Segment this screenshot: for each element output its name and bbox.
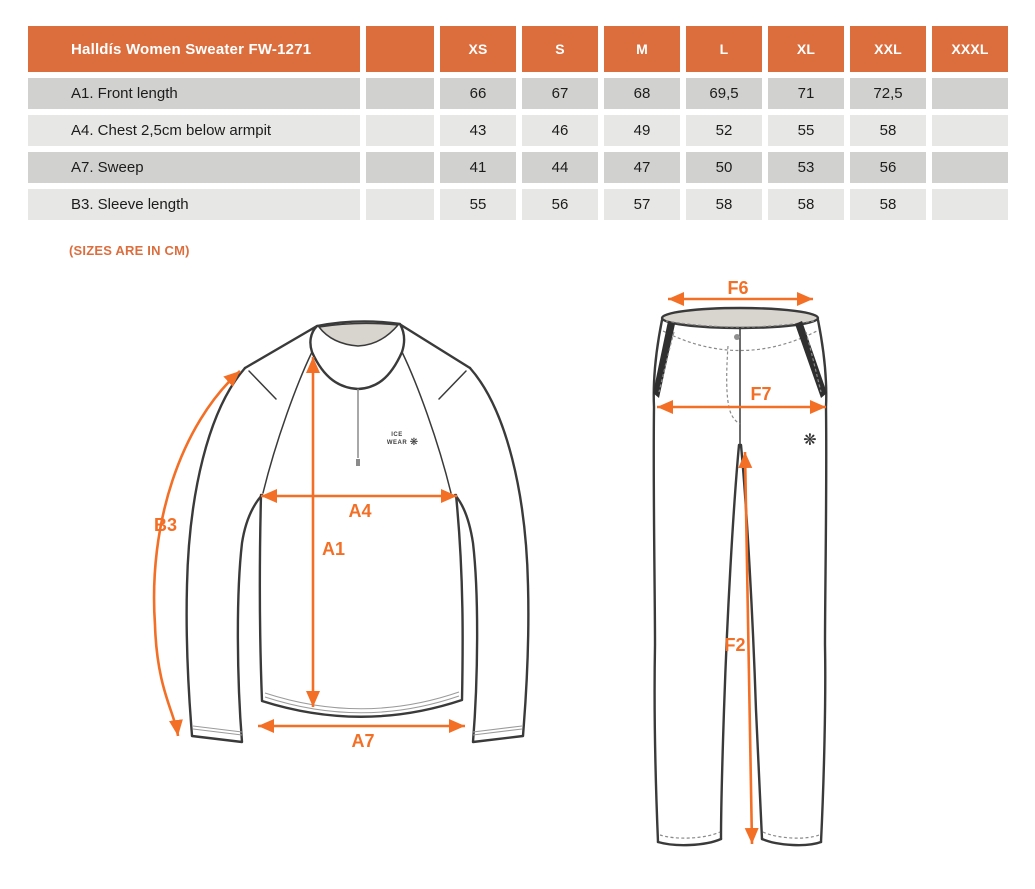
snowflake-icon: ❋	[803, 430, 817, 449]
cell-value	[932, 189, 1008, 220]
cell-value: 43	[440, 115, 516, 146]
cell-value: 49	[604, 115, 680, 146]
cell-value: 67	[522, 78, 598, 109]
cell-value: 47	[604, 152, 680, 183]
right-pocket-opening	[795, 321, 827, 398]
col-header-xl: XL	[768, 26, 844, 72]
waist-button	[734, 334, 740, 340]
size-table	[28, 26, 1008, 220]
col-header-s: S	[522, 26, 598, 72]
header-spacer-cell	[366, 26, 434, 72]
b3-label: B3	[154, 515, 178, 535]
sweater-outline	[187, 321, 529, 742]
pants-measure-arrows	[657, 299, 826, 844]
cell-value: 58	[850, 189, 926, 220]
f7-label: F7	[750, 384, 772, 404]
sizes-unit-note: (SIZES ARE IN CM)	[69, 243, 190, 258]
cell-value: 41	[440, 152, 516, 183]
pants-outline	[653, 308, 827, 845]
cell-value: 55	[440, 189, 516, 220]
sweater-diagram	[130, 295, 550, 765]
cell-value: 58	[768, 189, 844, 220]
cell-value: 72,5	[850, 78, 926, 109]
row-label: A4. Chest 2,5cm below armpit	[28, 115, 360, 146]
cell-value: 53	[768, 152, 844, 183]
cell-value: 68	[604, 78, 680, 109]
cell-value: 56	[522, 189, 598, 220]
row-label: B3. Sleeve length	[28, 189, 360, 220]
cell-value: 57	[604, 189, 680, 220]
cell-value: 58	[850, 115, 926, 146]
cell-value: 58	[686, 189, 762, 220]
cell-value	[932, 152, 1008, 183]
row-spacer-cell	[366, 189, 434, 220]
icewear-logo	[387, 432, 418, 448]
a1-label: A1	[322, 539, 346, 559]
row-label: A1. Front length	[28, 78, 360, 109]
logo-text-line2: WEAR	[386, 440, 408, 446]
col-header-xxxl: XXXL	[932, 26, 1008, 72]
f2-label: F2	[724, 635, 746, 655]
row-spacer-cell	[366, 78, 434, 109]
row-label: A7. Sweep	[28, 152, 360, 183]
f2-arrow	[745, 452, 752, 844]
logo-text-line1: ICE	[391, 432, 403, 438]
a4-label: A4	[348, 501, 372, 521]
cell-value	[932, 78, 1008, 109]
snowflake-icon: ❋	[409, 437, 419, 448]
fly-stitch	[727, 346, 740, 424]
pants-diagram	[630, 280, 860, 865]
row-spacer-cell	[366, 115, 434, 146]
cell-value: 46	[522, 115, 598, 146]
row-spacer-cell	[366, 152, 434, 183]
cell-value: 66	[440, 78, 516, 109]
f6-label: F6	[727, 278, 749, 298]
zipper-pull	[356, 459, 360, 466]
col-header-xxl: XXL	[850, 26, 926, 72]
cell-value	[932, 115, 1008, 146]
cell-value: 44	[522, 152, 598, 183]
cell-value: 69,5	[686, 78, 762, 109]
cell-value: 56	[850, 152, 926, 183]
cell-value: 55	[768, 115, 844, 146]
cell-value: 52	[686, 115, 762, 146]
cell-value: 50	[686, 152, 762, 183]
waistband	[662, 308, 818, 328]
table-title: Halldís Women Sweater FW-1271	[28, 26, 360, 72]
cell-value: 71	[768, 78, 844, 109]
col-header-m: M	[604, 26, 680, 72]
a7-label: A7	[351, 731, 375, 751]
col-header-l: L	[686, 26, 762, 72]
col-header-xs: XS	[440, 26, 516, 72]
